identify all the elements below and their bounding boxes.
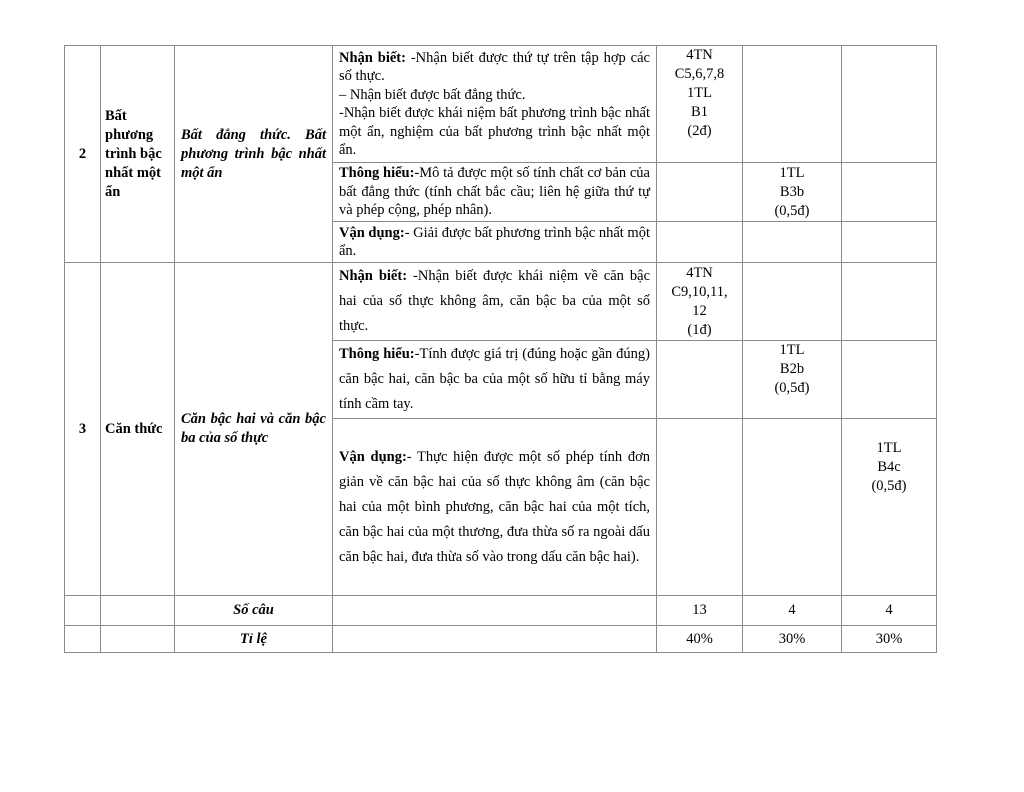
count-cell-comprehension bbox=[743, 163, 842, 222]
total-application: 4 bbox=[842, 596, 937, 626]
requirement-cell bbox=[333, 163, 657, 222]
level-label: Thông hiểu: bbox=[339, 165, 415, 182]
count-text: 4TN bbox=[686, 47, 713, 63]
count-cell-application bbox=[842, 341, 937, 419]
table-row bbox=[65, 263, 937, 341]
requirement-text: - Giải được bất phương trình bậc nhất một ẩn. bbox=[339, 224, 650, 259]
count-cell-comprehension bbox=[743, 222, 842, 263]
total-comprehension: 4 bbox=[743, 596, 842, 626]
requirement-cell bbox=[333, 263, 657, 341]
topic-name: Bất phương trình bậc nhất một ẩn bbox=[101, 46, 175, 263]
requirement-cell bbox=[333, 46, 657, 163]
count-text: 4TN bbox=[686, 264, 713, 281]
count-text: (1đ) bbox=[687, 321, 712, 338]
empty-cell bbox=[333, 596, 657, 626]
total-recognition: 13 bbox=[657, 596, 743, 626]
count-cell-comprehension bbox=[743, 46, 842, 163]
count-cell-application bbox=[842, 263, 937, 341]
requirement-text: - Thực hiện được một số phép tính đơn giản về căn bậc hai của số thực không âm (căn bậc hai của một bình phương, căn bậc hai của một tích, căn bậc hai của một thương, đưa thừa số ra ngoài dấu căn bậc hai, đưa thừa số vào trong dấu căn bậc hai). bbox=[339, 448, 650, 565]
specification-matrix-table bbox=[64, 45, 937, 653]
count-cell-application bbox=[842, 419, 937, 596]
count-text: 1TL bbox=[779, 164, 805, 181]
count-cell-recognition bbox=[657, 46, 743, 163]
count-cell-recognition bbox=[657, 163, 743, 222]
empty-cell bbox=[333, 626, 657, 653]
count-cell-recognition bbox=[657, 222, 743, 263]
count-text: 1TL bbox=[687, 85, 712, 101]
level-label: Nhận biết: bbox=[339, 49, 406, 66]
requirement-text: -Nhận biết được khái niệm bất phương trình bậc nhất một ẩn, nghiệm của bất phương trình bậc nhất một ẩn. bbox=[339, 105, 650, 158]
requirement-cell bbox=[333, 419, 657, 596]
level-label: Nhận biết: bbox=[339, 268, 408, 284]
count-cell-application bbox=[842, 46, 937, 163]
count-text: B1 bbox=[691, 104, 708, 120]
level-label: Thông hiểu: bbox=[339, 346, 415, 362]
count-text: (0,5đ) bbox=[774, 380, 810, 396]
count-text: 1TL bbox=[779, 342, 805, 358]
knowledge-unit: Bất đẳng thức. Bất phương trình bậc nhất một ẩn bbox=[175, 46, 333, 263]
empty-cell bbox=[65, 596, 101, 626]
ratio-row bbox=[65, 626, 937, 653]
requirement-text: -Mô tả được một số tính chất cơ bản của bất đẳng thức (tính chất bắc cầu; liên hệ giữa thứ tự và phép cộng, phép nhân). bbox=[339, 165, 650, 219]
table-row bbox=[65, 46, 937, 163]
count-cell-application bbox=[842, 222, 937, 263]
requirement-cell bbox=[333, 222, 657, 263]
topic-number: 3 bbox=[65, 263, 101, 596]
count-text: (2đ) bbox=[687, 123, 712, 139]
level-label: Vận dụng: bbox=[339, 224, 405, 241]
total-questions-row bbox=[65, 596, 937, 626]
count-text: (0,5đ) bbox=[871, 478, 907, 494]
count-cell-recognition bbox=[657, 341, 743, 419]
ratio-application: 30% bbox=[842, 626, 937, 653]
empty-cell bbox=[101, 626, 175, 653]
count-text: B2b bbox=[779, 361, 805, 377]
empty-cell bbox=[65, 626, 101, 653]
count-text: 1TL bbox=[876, 440, 902, 456]
count-cell-comprehension bbox=[743, 341, 842, 419]
count-cell-application bbox=[842, 163, 937, 222]
count-text: (0,5đ) bbox=[774, 202, 810, 219]
topic-number: 2 bbox=[65, 46, 101, 263]
requirement-cell bbox=[333, 341, 657, 419]
empty-cell bbox=[101, 596, 175, 626]
count-text: C9,10,11, bbox=[671, 283, 728, 300]
count-text: B3b bbox=[779, 183, 805, 200]
topic-name: Căn thức bbox=[101, 263, 175, 596]
count-cell-recognition bbox=[657, 263, 743, 341]
ratio-recognition: 40% bbox=[657, 626, 743, 653]
requirement-text: -Nhận biết được thứ tự trên tập hợp các số thực. bbox=[339, 49, 650, 84]
ratio-comprehension: 30% bbox=[743, 626, 842, 653]
count-text: C5,6,7,8 bbox=[674, 66, 725, 82]
requirement-text: -Nhận biết được khái niệm về căn bậc hai của số thực không âm, căn bậc ba của một số thực. bbox=[339, 268, 651, 334]
level-label: Vận dụng: bbox=[339, 448, 407, 465]
count-cell-comprehension bbox=[743, 263, 842, 341]
total-label: Số câu bbox=[175, 596, 333, 626]
knowledge-unit: Căn bậc hai và căn bậc ba của số thực bbox=[175, 263, 333, 596]
requirement-text: – Nhận biết được bất đẳng thức. bbox=[339, 86, 526, 103]
requirement-text: -Tính được giá trị (đúng hoặc gần đúng) căn bậc hai, căn bậc ba của một số hữu tỉ bằng máy tính cầm tay. bbox=[339, 346, 650, 412]
ratio-label: Tỉ lệ bbox=[175, 626, 333, 653]
count-text: 12 bbox=[692, 302, 707, 319]
count-text: B4c bbox=[877, 459, 901, 475]
count-cell-recognition bbox=[657, 419, 743, 596]
count-cell-comprehension bbox=[743, 419, 842, 596]
